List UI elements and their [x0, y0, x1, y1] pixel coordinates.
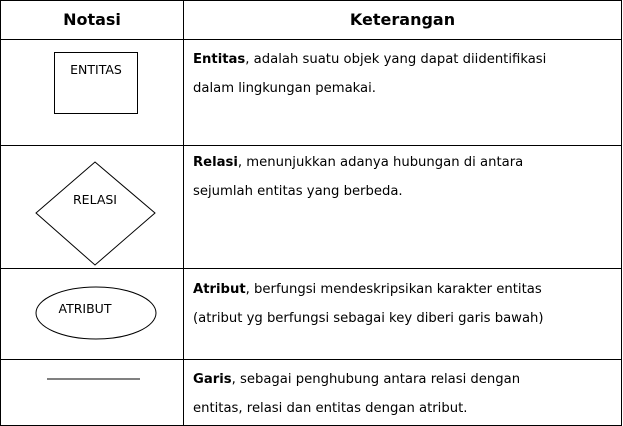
- relation-shape-label: RELASI: [72, 192, 117, 207]
- attribute-shape-label: ATRIBUT: [58, 301, 112, 316]
- attribute-term: Atribut: [193, 282, 246, 297]
- relation-diamond-shape: [36, 162, 155, 265]
- attribute-description-line1: [193, 275, 613, 304]
- attribute-desc-text1: , berfungsi mendeskripsikan karakter entitas: [245, 282, 542, 297]
- relation-description-line1: [193, 148, 613, 177]
- entity-shape-label: ENTITAS: [70, 62, 122, 77]
- line-desc-text1: , sebagai penghubung antara relasi dengan: [231, 372, 521, 387]
- line-description-line1: [193, 365, 613, 394]
- relation-desc-text1: , menunjukkan adanya hubungan di antara: [237, 155, 524, 170]
- line-term: Garis: [193, 372, 232, 387]
- entity-description-line2: dalam lingkungan pemakai.: [193, 81, 376, 96]
- entity-desc-text1: , adalah suatu objek yang dapat diidentifikasi: [245, 52, 547, 67]
- header-keterangan: Keterangan: [349, 10, 456, 29]
- attribute-description-line2: (atribut yg berfungsi sebagai key diberi garis bawah): [193, 311, 544, 326]
- relation-description-line2: sejumlah entitas yang berbeda.: [193, 184, 403, 199]
- entity-term: Entitas: [193, 52, 246, 67]
- header-notasi: Notasi: [63, 10, 121, 29]
- relation-term: Relasi: [193, 155, 238, 170]
- attribute-description: [193, 275, 613, 333]
- line-description: [193, 365, 613, 423]
- relation-description: [193, 148, 613, 206]
- line-description-line2: entitas, relasi dan entitas dengan atribut.: [193, 401, 468, 416]
